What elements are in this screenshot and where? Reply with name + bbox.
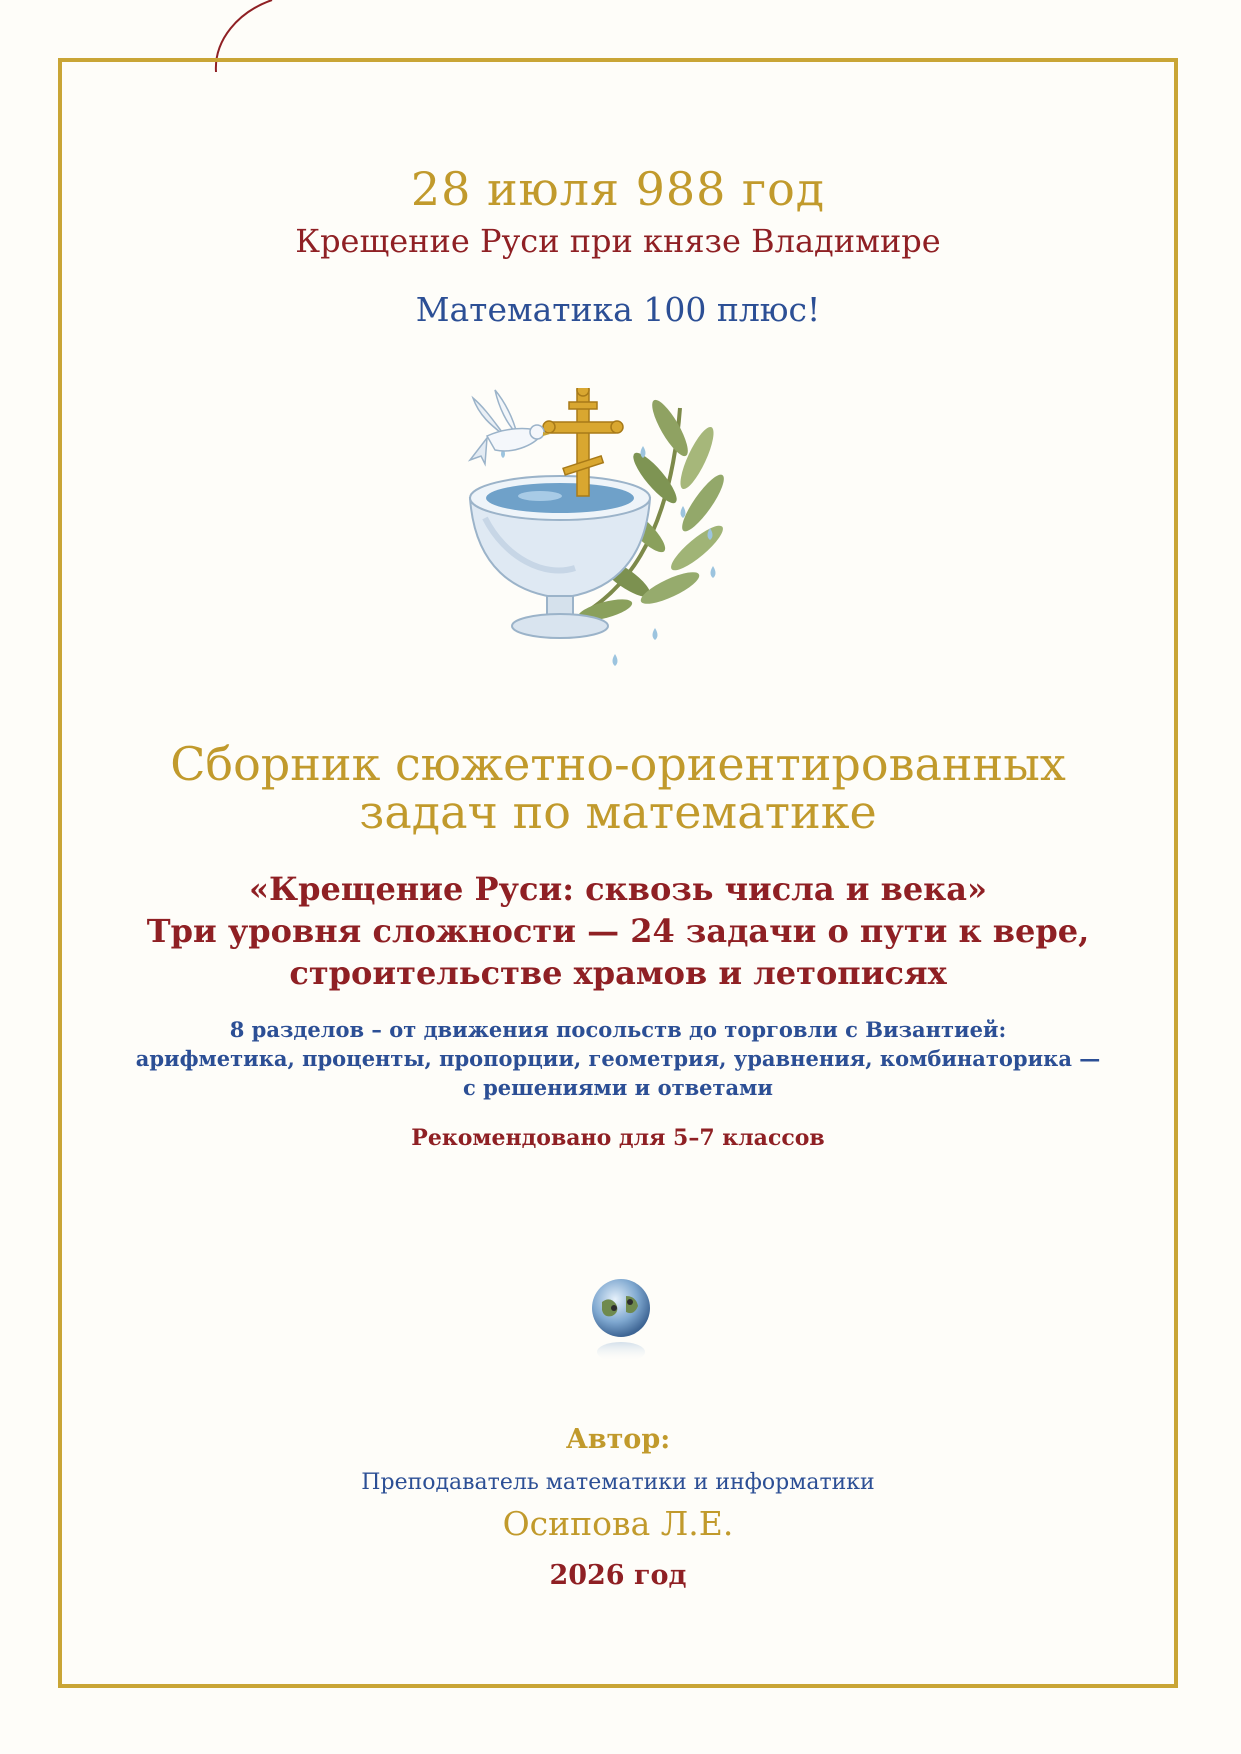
subtitle-line-2: Три уровня сложности — 24 задачи о пути к вере, xyxy=(146,912,1090,950)
author-name: Осипова Л.Е. xyxy=(502,1504,734,1543)
event-date: 28 июля 988 год xyxy=(410,162,826,216)
publication-year: 2026 год xyxy=(549,1560,687,1591)
baptismal-font-icon xyxy=(470,476,650,638)
sections-line-3: с решениями и ответами xyxy=(463,1075,773,1100)
title-line-1: Сборник сюжетно-ориентированных xyxy=(170,737,1066,791)
collection-title xyxy=(58,737,1178,839)
title-line-2: задач по математике xyxy=(359,785,877,839)
motto: Математика 100 плюс! xyxy=(415,290,821,329)
baptism-illustration xyxy=(465,388,785,678)
collection-subtitle xyxy=(58,868,1178,994)
subtitle-line-3: строительстве храмов и летописях xyxy=(289,954,947,992)
author-label: Автор: xyxy=(565,1424,671,1455)
event-title: Крещение Руси при князе Владимире xyxy=(295,222,941,260)
sections-line-2: арифметика, проценты, пропорции, геометрия, уравнения, комбинаторика — xyxy=(135,1046,1101,1071)
globe-logo-icon xyxy=(588,1278,654,1368)
dove-icon xyxy=(470,390,550,464)
sections-description xyxy=(58,1015,1178,1102)
subtitle-line-1: «Крещение Руси: сквозь числа и века» xyxy=(248,870,988,908)
author-role: Преподаватель математики и информатики xyxy=(361,1470,875,1495)
grade-recommendation: Рекомендовано для 5–7 классов xyxy=(411,1125,825,1151)
sections-line-1: 8 разделов – от движения посольств до торговли с Византией: xyxy=(229,1017,1007,1042)
